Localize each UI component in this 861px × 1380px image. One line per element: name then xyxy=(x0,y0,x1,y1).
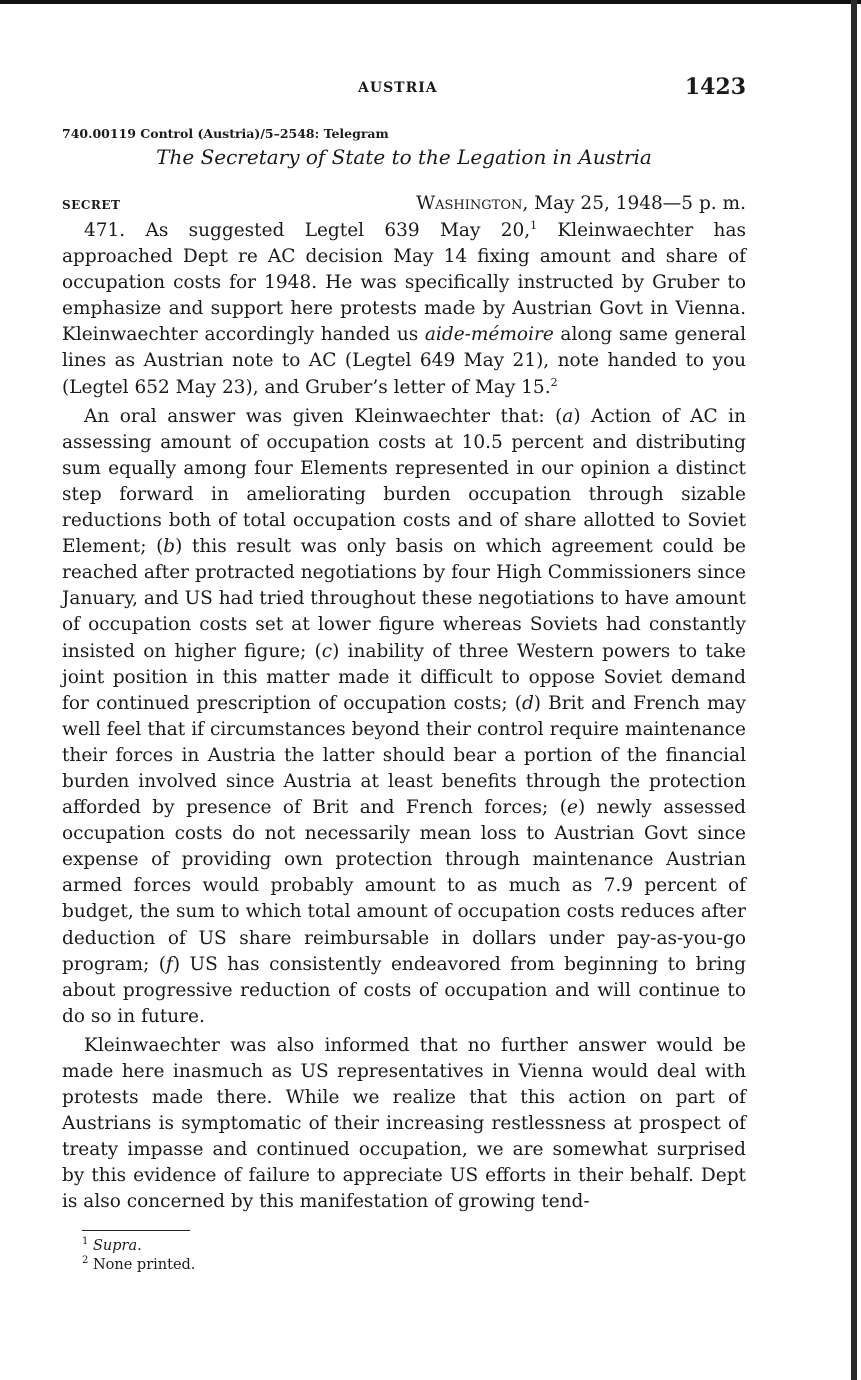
page-right-edge xyxy=(851,0,857,1380)
item-label-a: a xyxy=(562,405,574,427)
item-label-b: b xyxy=(163,536,176,558)
item-label-d: d xyxy=(521,692,534,714)
footnote-2 xyxy=(82,1256,746,1275)
footnote-rule xyxy=(82,1230,190,1231)
item-label-f: f xyxy=(165,953,173,975)
dateline-date: , May 25, 1948—5 p. m. xyxy=(522,193,746,214)
item-label-c: c xyxy=(321,640,333,662)
paragraph-3: Kleinwaechter was also informed that no further answer would be made here inasmuch as US representatives in Vienna would deal with protests made there. While we realize that this action on part of Austrians is symptomatic of their increasing restlessness at prospect of treaty impasse and continued occupation, we are somewhat surprised by this evidence of failure to appreciate US efforts in their behalf. Dept is also concerned by this manifestation of growing tend- xyxy=(62,1034,746,1213)
text-run: ) newly assessed occupation costs do not necessarily mean loss to Austrian Govt since expense of providing own protection through maintenance Austrian armed forces would probably amount to as much as 7.9 percent of budget, the sum to which total amount of occupation costs reduces after deduction of US share reimbursable in dollars under pay-as-you-go program; ( xyxy=(62,797,746,975)
text-run: Kleinwaechter has approached Dept re AC decision May 14 fixing amount and share of occupation costs for 1948. He was specifically instructed by Gruber to emphasize and support here protests made by Austrian Govt in Vienna. Kleinwaechter accordingly handed us xyxy=(62,220,746,346)
document-page xyxy=(62,74,746,1275)
dateline xyxy=(416,193,746,214)
meta-row xyxy=(62,193,746,214)
running-title: AUSTRIA xyxy=(358,80,438,96)
page-number: 1423 xyxy=(684,74,746,100)
italic-term: aide-mémoire xyxy=(424,324,554,346)
dateline-place: Washington xyxy=(416,193,523,214)
file-reference: 740.00119 Control (Austria)/5–2548: Telegram xyxy=(62,126,389,141)
paragraph-1 xyxy=(62,218,746,401)
text-run: ) this result was only basis on which agreement could be reached after protracted negotiations by four High Commissioners since January, and US had tried throughout these negotiations to have amount of occupation costs set at lower figure whereas Soviets had constantly insisted on higher figure; ( xyxy=(62,536,746,662)
page-top-edge xyxy=(0,0,861,4)
footnotes xyxy=(82,1237,746,1275)
paragraph-2 xyxy=(62,404,746,1030)
footnote-text: Supra. xyxy=(92,1237,142,1254)
document-title: The Secretary of State to the Legation in Austria xyxy=(156,145,652,169)
footnote-ref-2: 2 xyxy=(550,375,558,389)
classification: SECRET xyxy=(62,198,121,212)
text-run: along same general lines as Austrian note to AC (Legtel 649 May 21), note handed to you (Legtel 652 May 23), and Gruber’s letter of May 15. xyxy=(62,324,746,398)
text-run: ) Brit and French may well feel that if circumstances beyond their control require maintenance their forces in Austria the latter should bear a portion of the financial burden involved since Austria at least benefits through the protection afforded by presence of Brit and French forces; ( xyxy=(62,692,746,819)
text-run: ) US has consistently endeavored from beginning to bring about progressive reduction of costs of occupation and will continue to do so in future. xyxy=(62,953,746,1027)
footnote-text: None printed. xyxy=(92,1256,196,1273)
text-run: An oral answer was given Kleinwaechter that: ( xyxy=(84,405,563,427)
text-run: 471. As suggested Legtel 639 May 20, xyxy=(84,220,531,241)
text-run: ) Action of AC in assessing amount of occupation costs at 10.5 percent and distributing sum equally among four Elements represented in our opinion a distinct step forward in ameliorating burden occupation through sizable reductions both of total occupation costs and of share allotted to Soviet Element; ( xyxy=(62,405,746,558)
footnote-marker: 1 xyxy=(82,1235,89,1247)
footnote-ref-1: 1 xyxy=(530,218,538,232)
footnote-marker: 2 xyxy=(82,1254,89,1266)
body-text xyxy=(62,218,746,1216)
running-head xyxy=(62,74,746,106)
footnote-1 xyxy=(82,1237,746,1256)
item-label-e: e xyxy=(566,797,578,819)
text-run: ) inability of three Western powers to take joint position in this matter made it difficult to oppose Soviet demand for continued prescription of occupation costs; ( xyxy=(62,640,746,714)
